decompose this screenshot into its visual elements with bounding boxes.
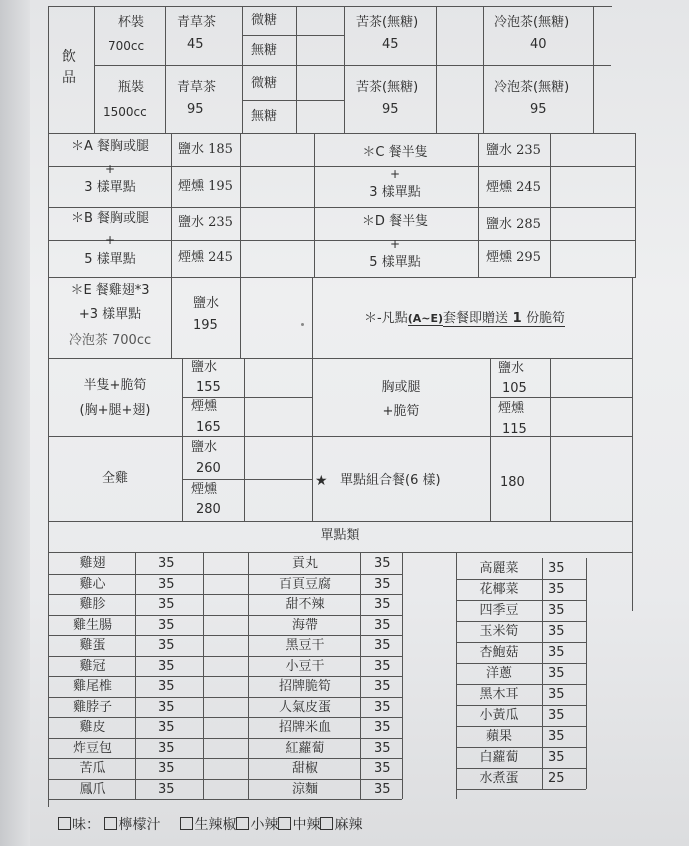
single-item-price: 35 — [374, 618, 391, 633]
promo-text — [364, 311, 565, 327]
single-item-price: 35 — [548, 729, 565, 744]
whole-salt-price: 260 — [196, 461, 221, 476]
single-item-name: 高麗菜 — [479, 561, 519, 576]
bottle-sweet-low: 微糖 — [251, 76, 278, 91]
single-item-name: 雞生腸 — [72, 618, 112, 633]
single-item-price: 35 — [158, 659, 175, 674]
single-item-price: 35 — [548, 645, 565, 660]
half-salt-price: 155 — [196, 380, 221, 395]
promo-num: 1 — [512, 311, 522, 326]
cup-size: 杯裝 — [118, 15, 145, 30]
single-item-price: 35 — [374, 659, 391, 674]
single-item-name: 洋蔥 — [485, 666, 512, 681]
flavor-option[interactable] — [180, 817, 236, 833]
flavor-checkbox[interactable] — [278, 817, 291, 830]
single-item-name: 杏鮑菇 — [479, 645, 519, 660]
flavor-option-label: 麻辣 — [334, 817, 363, 833]
whole-smoked-price: 280 — [196, 502, 221, 517]
combo-c-title: ＊C 餐半隻 — [362, 145, 428, 160]
half-title: 半隻+脆筍 — [83, 378, 147, 393]
single-item-name: 炸豆包 — [72, 741, 112, 756]
flavor-option-label: 檸檬汁 — [118, 817, 161, 833]
combo-d-salt: 鹽水 285 — [486, 217, 541, 232]
cup-sweet-low: 微糖 — [251, 13, 278, 28]
breast-smoked: 煙燻 — [498, 401, 525, 416]
single-item-price: 35 — [158, 638, 175, 653]
single-item-price: 35 — [548, 561, 565, 576]
single-item-name: 招牌脆筍 — [278, 679, 331, 694]
page-shadow — [0, 0, 30, 846]
cup-bitter-price: 45 — [382, 37, 399, 52]
flavor-checkbox[interactable] — [58, 817, 71, 830]
single-item-name: 涼麵 — [291, 782, 318, 797]
single-item-name: 雞冠 — [79, 659, 106, 674]
combo-b-smoked: 煙燻 245 — [178, 250, 233, 265]
flavor-list — [104, 817, 362, 833]
combo-a-salt: 鹽水 185 — [178, 142, 233, 157]
single-item-price: 35 — [548, 750, 565, 765]
cup-bitter-tea: 苦茶(無糖) — [356, 15, 419, 30]
set-label: 單點組合餐(6 樣) — [340, 473, 441, 488]
flavor-option-label: 中辣 — [292, 817, 321, 833]
breast-title: 胸或腿 — [381, 380, 421, 395]
combo-c-smoked: 煙燻 245 — [486, 180, 541, 195]
single-item-price: 35 — [158, 761, 175, 776]
single-item-price: 35 — [548, 603, 565, 618]
promo-prefix: ＊-凡點 — [364, 311, 408, 326]
cup-green-tea: 青草茶 — [177, 15, 217, 30]
promo-range: (A~E) — [407, 312, 444, 325]
set-price: 180 — [500, 475, 525, 490]
flavor-option[interactable] — [278, 817, 320, 833]
promo-mid: 套餐即贈送 — [443, 311, 509, 326]
single-item-price: 35 — [374, 720, 391, 735]
combo-e-price: 195 — [193, 318, 218, 333]
combo-d-smoked: 煙燻 295 — [486, 250, 541, 265]
half-salt: 鹽水 — [191, 360, 218, 375]
single-item-name: 紅蘿蔔 — [285, 741, 325, 756]
single-item-name: 雞脖子 — [72, 700, 112, 715]
combo-a-items: 3 樣單點 — [84, 180, 136, 195]
single-item-price: 35 — [158, 597, 175, 612]
whole-label: 全雞 — [101, 471, 128, 486]
single-item-price: 25 — [548, 771, 565, 786]
single-item-name: 鳳爪 — [79, 782, 106, 797]
whole-salt: 鹽水 — [191, 440, 218, 455]
combo-c-plus: + — [389, 167, 401, 181]
combo-b-title: ＊B 餐胸或腿 — [70, 211, 150, 226]
single-item-name: 苦瓜 — [79, 761, 106, 776]
half-smoked: 煙燻 — [191, 399, 218, 414]
combo-a-plus: + — [104, 162, 116, 176]
bottle-cold-tea: 冷泡茶(無糖) — [494, 80, 570, 95]
single-item-name: 貢丸 — [291, 556, 318, 571]
single-item-price: 35 — [548, 666, 565, 681]
combo-d-title: ＊D 餐半隻 — [361, 214, 429, 229]
flavor-checkbox[interactable] — [104, 817, 117, 830]
single-item-price: 35 — [158, 577, 175, 592]
single-item-name: 雞尾椎 — [72, 679, 112, 694]
single-item-name: 玉米筍 — [479, 624, 519, 639]
bottle-volume: 1500cc — [103, 105, 147, 119]
single-item-price: 35 — [374, 679, 391, 694]
cup-volume: 700cc — [108, 39, 145, 53]
single-item-price: 35 — [374, 556, 391, 571]
single-item-name: 甜不辣 — [285, 597, 325, 612]
single-item-name: 人氣皮蛋 — [278, 700, 331, 715]
single-item-name: 白蘿蔔 — [479, 750, 519, 765]
cup-sweet-none: 無糖 — [251, 43, 278, 58]
cup-cold-price: 40 — [530, 37, 547, 52]
half-desc: (胸+腿+翅) — [79, 403, 151, 418]
single-item-price: 35 — [548, 708, 565, 723]
promo-suffix: 份脆筍 — [526, 311, 566, 326]
combo-a-smoked: 煙燻 195 — [178, 179, 233, 194]
single-item-price: 35 — [548, 582, 565, 597]
single-item-price: 35 — [374, 638, 391, 653]
flavor-checkbox[interactable] — [320, 817, 333, 830]
bottle-sweet-none: 無糖 — [251, 109, 278, 124]
single-item-price: 35 — [158, 679, 175, 694]
combo-e-drink: 冷泡茶 700cc — [68, 333, 152, 348]
single-item-price: 35 — [158, 720, 175, 735]
bottle-cold-price: 95 — [530, 102, 547, 117]
flavor-options — [58, 814, 362, 834]
flavor-option[interactable] — [236, 817, 278, 833]
single-item-name: 黑木耳 — [479, 687, 519, 702]
drinks-label: 飲品 — [62, 49, 76, 86]
single-item-name: 百頁豆腐 — [278, 577, 331, 592]
single-item-name: 雞胗 — [79, 597, 106, 612]
single-item-name: 雞心 — [79, 577, 106, 592]
flavor-option[interactable] — [104, 817, 160, 833]
combo-e-title: ＊E 餐雞翅*3 — [70, 283, 150, 298]
breast-smoked-price: 115 — [502, 422, 527, 437]
single-item-price: 35 — [374, 577, 391, 592]
bottle-bitter-price: 95 — [382, 102, 399, 117]
breast-salt-price: 105 — [502, 381, 527, 396]
bottle-size: 瓶裝 — [118, 80, 145, 95]
single-item-price: 35 — [548, 687, 565, 702]
bottle-green-tea-price: 95 — [187, 102, 204, 117]
combo-b-items: 5 樣單點 — [84, 252, 136, 267]
single-item-price: 35 — [158, 700, 175, 715]
single-item-price: 35 — [158, 782, 175, 797]
single-item-name: 黑豆干 — [285, 638, 325, 653]
whole-smoked: 煙燻 — [191, 482, 218, 497]
flavor-label: 味： — [72, 817, 100, 833]
single-item-name: 蘋果 — [485, 729, 512, 744]
single-item-name: 水煮蛋 — [479, 771, 519, 786]
combo-c-salt: 鹽水 235 — [486, 143, 541, 158]
single-item-price: 35 — [548, 624, 565, 639]
combo-e-items: +3 樣單點 — [78, 307, 142, 322]
single-item-name: 招牌米血 — [278, 720, 331, 735]
single-item-name: 雞蛋 — [79, 638, 106, 653]
single-item-name: 小黃瓜 — [479, 708, 519, 723]
bottle-green-tea: 青草茶 — [177, 80, 217, 95]
single-item-price: 35 — [374, 761, 391, 776]
single-item-price: 35 — [374, 782, 391, 797]
single-item-price: 35 — [374, 700, 391, 715]
combo-d-items: 5 樣單點 — [369, 255, 421, 270]
breast-desc: +脆筍 — [382, 404, 420, 419]
combo-b-salt: 鹽水 235 — [178, 215, 233, 230]
breast-salt: 鹽水 — [498, 361, 525, 376]
bottle-bitter-tea: 苦茶(無糖) — [356, 80, 419, 95]
set-star-icon: ★ — [315, 473, 328, 489]
singles-title: 單點類 — [320, 528, 360, 543]
flavor-option-label: 小辣 — [250, 817, 279, 833]
single-item-price: 35 — [374, 741, 391, 756]
single-item-name: 小豆干 — [285, 659, 325, 674]
flavor-checkbox[interactable] — [180, 817, 193, 830]
flavor-checkbox[interactable] — [236, 817, 249, 830]
flavor-option[interactable] — [320, 817, 362, 833]
combo-a-title: ＊A 餐胸或腿 — [70, 139, 150, 154]
half-smoked-price: 165 — [196, 420, 221, 435]
single-item-name: 雞皮 — [79, 720, 106, 735]
flavor-option-label: 生辣椒 — [194, 817, 237, 833]
combo-b-plus: + — [104, 233, 116, 247]
combo-c-items: 3 樣單點 — [369, 185, 421, 200]
cup-green-tea-price: 45 — [187, 37, 204, 52]
single-item-name: 甜椒 — [291, 761, 318, 776]
cup-cold-tea: 冷泡茶(無糖) — [494, 15, 570, 30]
single-item-name: 四季豆 — [479, 603, 519, 618]
single-item-name: 海帶 — [291, 618, 318, 633]
single-item-price: 35 — [374, 597, 391, 612]
combo-d-plus: + — [389, 237, 401, 251]
combo-e-salt: 鹽水 — [193, 296, 220, 311]
single-item-price: 35 — [158, 556, 175, 571]
single-item-price: 35 — [158, 618, 175, 633]
single-item-price: 35 — [158, 741, 175, 756]
single-item-name: 雞翅 — [79, 556, 106, 571]
single-item-name: 花椰菜 — [479, 582, 519, 597]
